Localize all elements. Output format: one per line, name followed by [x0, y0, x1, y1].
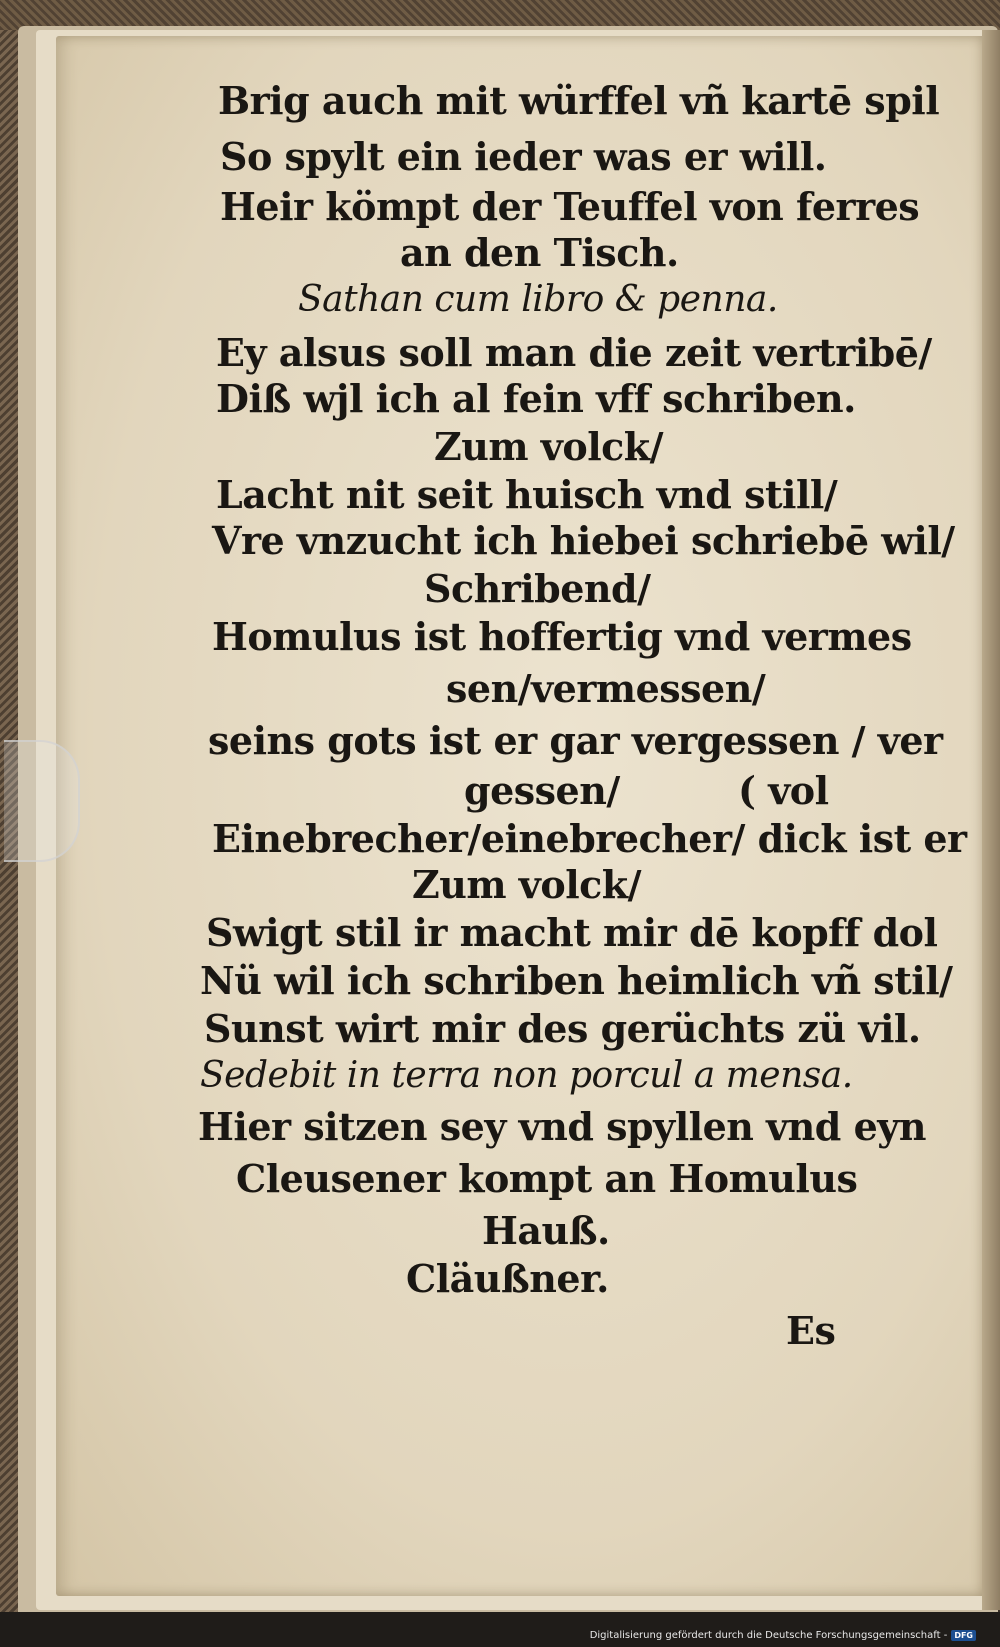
text-line: Zum volck/: [434, 424, 664, 469]
credit-text: Digitalisierung gefördert durch die Deutsche Forschungsgemeinschaft -: [589, 1630, 948, 1641]
text-line: Schribend/: [424, 566, 651, 611]
text-line: Sunst wirt mir des gerüchts zü vil.: [204, 1006, 921, 1051]
text-line: Hauß.: [482, 1208, 610, 1253]
text-line: Brig auch mit würffel vñ kartē spil: [218, 78, 940, 123]
dfg-logo: DFG: [951, 1630, 976, 1641]
text-line: Diß wjl ich al fein vff schriben.: [216, 376, 856, 421]
text-line: Hier sitzen sey vnd spyllen vnd eyn: [198, 1104, 926, 1149]
text-line: ( vol: [738, 768, 829, 813]
text-line: So spylt ein ieder was er will.: [220, 134, 827, 179]
text-line: gessen/: [464, 768, 620, 813]
text-line: Nü wil ich schriben heimlich vñ stil/: [200, 958, 953, 1003]
text-line: Einebrecher/einebrecher/ dick ist er: [212, 816, 967, 861]
text-line: Heir kömpt der Teuffel von ferres: [220, 184, 920, 229]
text-line: Sathan cum libro & penna.: [298, 279, 778, 320]
text-line: Homulus ist hoffertig vnd vermes: [212, 614, 912, 659]
text-line: Sedebit in terra non porcul a mensa.: [200, 1055, 853, 1096]
text-line: Vre vnzucht ich hiebei schriebē wil/: [212, 518, 955, 563]
text-line: Lacht nit seit huisch vnd still/: [216, 472, 838, 517]
text-line: Cläußner.: [406, 1256, 609, 1301]
text-line: Zum volck/: [412, 862, 642, 907]
text-line: seins gots ist er gar vergessen / ver: [208, 718, 943, 763]
catchword: Es: [786, 1308, 836, 1353]
text-line: sen/vermessen/: [446, 666, 766, 711]
text-line: Swigt stil ir macht mir dē kopff dol: [206, 910, 938, 955]
text-line: Ey alsus soll man die zeit vertribē/: [216, 330, 932, 375]
digitization-credit: [590, 1630, 976, 1641]
text-line: Cleusener kompt an Homulus: [236, 1156, 858, 1201]
text-line: an den Tisch.: [400, 230, 679, 275]
